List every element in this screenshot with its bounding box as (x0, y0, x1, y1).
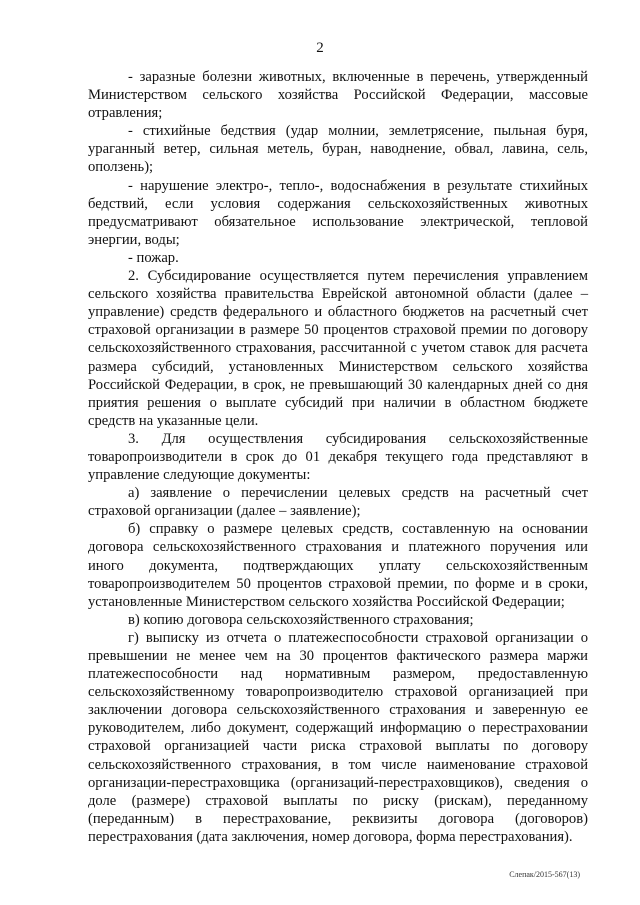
paragraph-contagious-diseases: - заразные болезни животных, включенные в перечень, утвержденный Министерством сельского хозяйства Российской Федерации, массовые отравления; (88, 69, 588, 122)
paragraph-item-3: 3. Для осуществления субсидирования сельскохозяйственные товаропроизводители в срок до 01 декабря текущего года представляют в управление следующие документы: (88, 430, 588, 484)
page-number: 2 (316, 40, 324, 56)
paragraph-natural-disasters: - стихийные бедствия (удар молнии, землетрясение, пыльная буря, ураганный ветер, сильная метель, буран, наводнение, обвал, лавина, сель, оползень); (88, 123, 588, 176)
paragraph-utility-disruption: - нарушение электро-, тепло-, водоснабжения в результате стихийных бедствий, если условия содержания сельскохозяйственных животных предусматривают обязательное использование электрической, тепловой энергии, воды; (88, 177, 588, 248)
paragraph-item-3c: в) копию договора сельскохозяйственного страхования; (128, 611, 474, 628)
footer-code: Слепак/2015-567(13) (509, 870, 580, 879)
paragraph-item-3d: г) выписку из отчета о платежеспособности страховой организации о превышении не менее чем на 30 процентов фактического размера маржи платежеспособности над нормативным размером, предоставленную сельскохозяйственному товаропроизводителю страховой организацией при заключении договора сельскохозяйственного страхования и заверенную ее руководителем, либо документ, содержащий информацию о перестраховании страховой организацией части риска страховой выплаты по договору сельскохозяйственного страхования, в том числе наименование страховой организации-перестраховщика (организаций-перестраховщиков), сведения о доле (размере) страховой выплаты по риску (рискам), переданному (переданным) в перестрахование, реквизиты договора (договоров) перестрахования (дата заключения, номер договора, форма перестрахования). (88, 629, 588, 845)
document-body (88, 68, 588, 846)
paragraph-item-2: 2. Субсидирование осуществляется путем перечисления управлением сельского хозяйства правительства Еврейской автономной области (далее – управление) средств федерального и областного бюджетов на расчетный счет страховой организации в размере 50 процентов страховой премии по договору сельскохозяйственного страхования, рассчитанной с учетом ставок для расчета размера субсидий, установленных Министерством сельского хозяйства Российской Федерации, в срок, не превышающий 30 календарных дней со дня приятия решения о выплате субсидий при наличии в областном бюджете средств на указанные цели. (88, 268, 588, 429)
paragraph-item-3b: б) справку о размере целевых средств, составленную на основании договора сельскохозяйственного страхования и платежного поручения или иного документа, подтверждающих уплату сельскохозяйственным товаропроизводителем 50 процентов страховой премии, по форме и в сроки, установленные Министерством сельского хозяйства Российской Федерации; (88, 521, 588, 610)
paragraph-fire: - пожар. (128, 249, 179, 266)
paragraph-item-3a: а) заявление о перечислении целевых средств на расчетный счет страховой организации (далее – заявление); (88, 485, 588, 520)
